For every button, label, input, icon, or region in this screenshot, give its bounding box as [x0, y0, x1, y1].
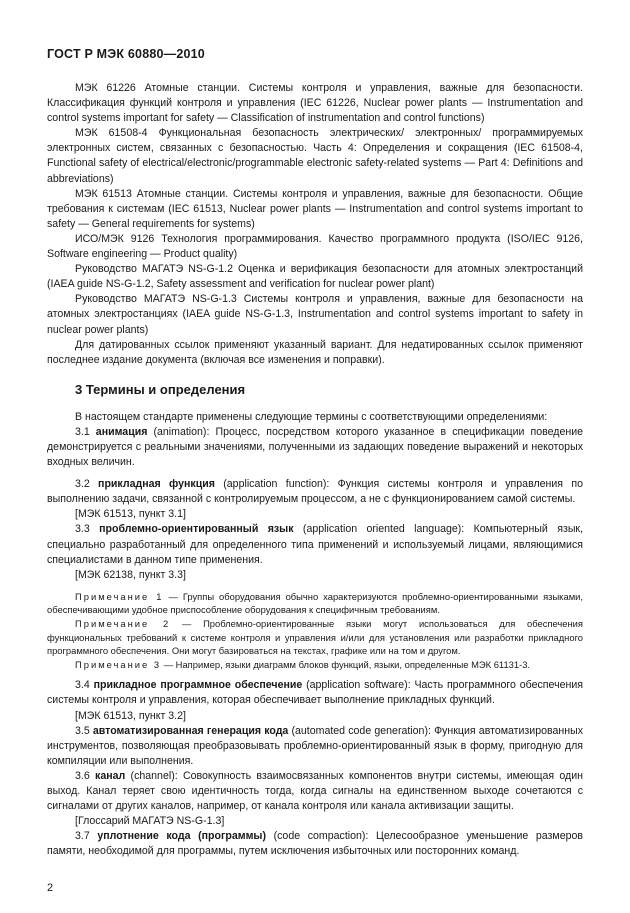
reference-paragraph: МЭК 61226 Атомные станции. Системы контроля и управления, важные для безопасности. Классификация функций контроля и управления (IEC 61226, Nuclear power plants — Instrumentation and control systems important for safety — Classification of instrumentation and control functions) [47, 82, 583, 125]
term-citation: [МЭК 61513, пункт 3.2] [75, 709, 186, 722]
section-heading: 3 Термины и определения [75, 381, 246, 397]
term-definition: 3.3 проблемно-ориентированный язык (application oriented language): Компьютерный язык, специально разработанный для определенного типа применений и используемый лицами, являющимися специалистами в данном типе применения. [47, 523, 584, 566]
term-definition: 3.1 анимация (animation): Процесс, посредством которого указанное в спецификации поведение демонстрируется с реальными значениями, полученными из задающих поведение выражений и некоторых входных величин. [47, 425, 583, 469]
reference-paragraph: Руководство МАГАТЭ NS-G-1.3 Системы контроля и управления, важные для безопасности на атомных электростанциях (IAEA guide NS-G-1.3, Instrumentation and control systems important to safety in nuclear power plants) [47, 293, 583, 336]
reference-paragraph: Для датированных ссылок применяют указанный вариант. Для недатированных ссылок применяют последнее издание документа (включая все изменения и поправки). [47, 338, 583, 366]
term-name: проблемно-ориентированный язык [99, 523, 294, 536]
reference-paragraph: Руководство МАГАТЭ NS-G-1.2 Оценка и верификация безопасности для атомных электростанций (IAEA guide NS-G-1.2, Safety assessment and verification for nuclear power plant) [47, 263, 583, 291]
note-label: Примечание 3 [75, 658, 162, 670]
term-definition: 3.4 прикладное программное обеспечение (application software): Часть программного обеспечения системы контроля и управления, которая обеспечивает выполнение прикладных функций. [47, 679, 584, 707]
term-name: канал [95, 769, 126, 782]
term-name: прикладная функция [98, 478, 215, 491]
term-citation: [МЭК 61513, пункт 3.1] [75, 508, 186, 521]
term-name: уплотнение кода (программы) [97, 830, 266, 843]
note-label: Примечание 1 [75, 590, 164, 602]
term-definition: 3.6 канал (channel): Совокупность взаимосвязанных компонентов внутри системы, имеющая один выход. Канал теряет свою идентичность тогда, когда сигналы на единственном выходе сочетаются с сигналами от других каналов, например, от канала контроля или канала активизации защиты. [47, 769, 583, 813]
document-body [47, 81, 583, 860]
section-intro: В настоящем стандарте применены следующие термины с соответствующими определениями: [75, 410, 548, 423]
document-header: ГОСТ Р МЭК 60880—2010 [47, 47, 205, 61]
note-paragraph: Примечание 3 — Например, языки диаграмм блоков функций, языки, определенные МЭК 61131-3. [75, 658, 531, 670]
term-citation: [МЭК 62138, пункт 3.3] [75, 568, 186, 581]
note-paragraph: Примечание 1 — Группы оборудования обычно характеризуются проблемно-ориентированными языками, обеспечивающими удобное приспособление оборудования к специфичным требованиям. [47, 590, 583, 616]
reference-paragraph: МЭК 61508-4 Функциональная безопасность электрических/ электронных/ программируемых электронных систем, связанных с безопасностью. Часть 4: Определения и сокращения (IEC 61508-4, Functional safety of electrical/electronic/programmable electronic safety-related systems — Part 4: Definitions and abbreviations) [47, 127, 583, 185]
term-definition: 3.5 автоматизированная генерация кода (automated code generation): Функция автоматизированных инструментов, позволяющая преобразовывать проблемно-ориентированный язык в форму, пригодную для компиляции или выполнения. [47, 724, 584, 767]
term-citation: [Глоссарий МАГАТЭ NS-G-1.3] [75, 815, 225, 828]
term-name: автоматизированная генерация кода [92, 724, 289, 737]
term-definition: 3.7 уплотнение кода (программы) (code compaction): Целесообразное уменьшение размеров памяти, необходимой для программы, путем исключения избыточных или посторонних команд. [47, 830, 583, 858]
page-number: 2 [47, 882, 54, 894]
reference-paragraph: ИСО/МЭК 9126 Технология программирования. Качество программного продукта (ISO/IEC 9126, Software engineering — Product quality) [47, 232, 583, 261]
reference-paragraph: МЭК 61513 Атомные станции. Системы контроля и управления, важные для безопасности. Общие требования к системам (IEC 61513, Nuclear power plants — Instrumentation and control systems important to safety — General requirements for systems) [47, 187, 583, 230]
term-name: анимация [95, 425, 148, 438]
term-name: прикладное программное обеспечение [93, 679, 303, 692]
term-definition: 3.2 прикладная функция (application function): Функция системы контроля и управления по выполнению задачи, связанной с контролируемым процессом, а не с функционированием самой системы. [47, 478, 583, 506]
note-paragraph: Примечание 2 — Проблемно-ориентированные языки могут использоваться для обеспечения функциональных требований к системе контроля и управления и/или для установления или разработки прикладного программного обеспечения. Они могут базироваться на текстах, графике или на том и другом. [47, 618, 583, 657]
note-label: Примечание 2 [75, 618, 171, 629]
